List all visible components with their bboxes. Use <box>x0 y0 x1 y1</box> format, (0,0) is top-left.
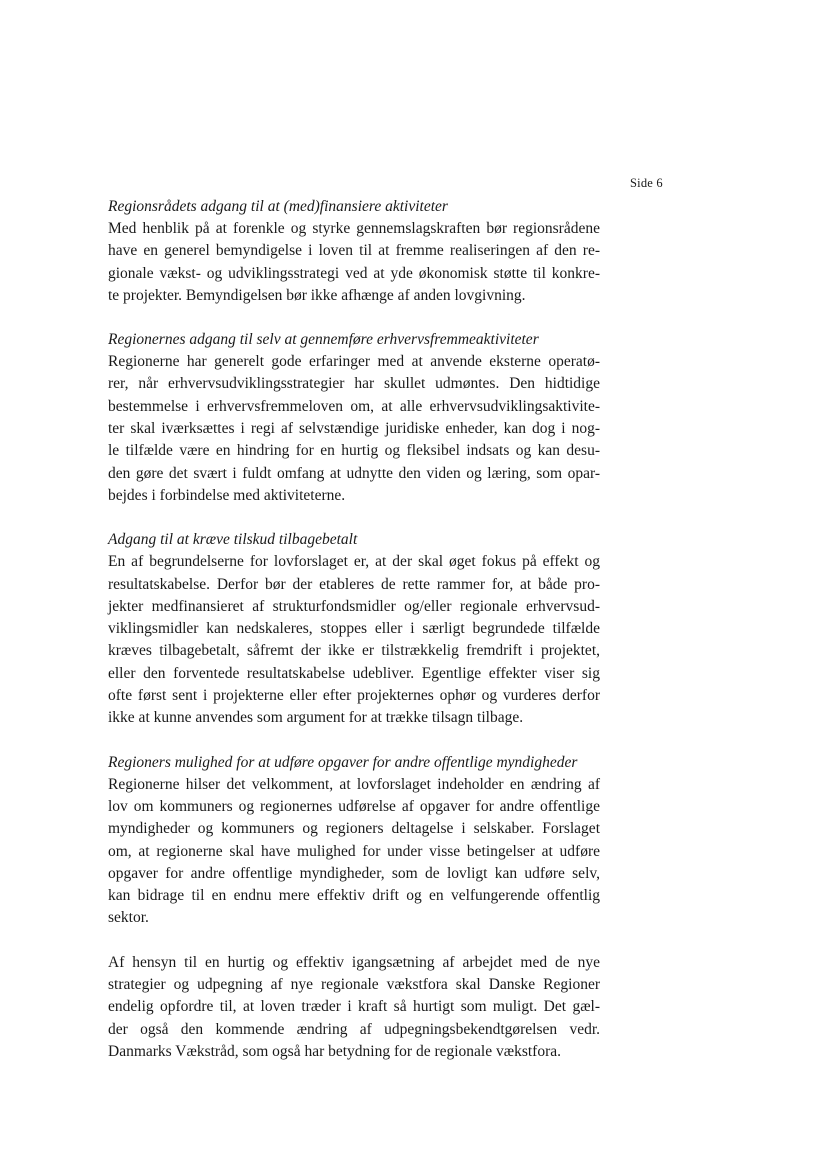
paragraph-line: te projekter. Bemyndigelsen bør ikke afhænge af anden lovgivning. <box>108 286 526 304</box>
page-number <box>630 176 663 191</box>
section-paragraph <box>108 218 600 307</box>
section-paragraph <box>108 952 600 1063</box>
paragraph-line: strategier og udpegning af nye regionale vækstfora skal Danske Regioner <box>108 976 600 994</box>
paragraph-line: Af hensyn til en hurtig og effektiv igangsætning af arbejdet med de nye <box>108 953 600 971</box>
paragraph-line: sektor. <box>108 909 149 927</box>
paragraph-line: have en generel bemyndigelse i loven til at fremme realiseringen af den re- <box>108 242 600 260</box>
paragraph-line: resultatskabelse. Derfor bør der etableres de rette rammer for, at både pro- <box>108 575 600 593</box>
paragraph-line: opgaver for andre offentlige myndigheder, som de lovligt kan udføre selv, <box>108 864 600 882</box>
paragraph-line: ofte først sent i projekterne eller efter projekternes ophør og vurderes derfor <box>108 687 600 705</box>
page-number-value: 6 <box>656 176 663 190</box>
section-heading: Adgang til at kræve tilskud tilbagebetalt <box>108 531 358 549</box>
section-paragraph <box>108 774 600 930</box>
paragraph-line: der også den kommende ændring af udpegningsbekendtgørelsen vedr. <box>108 1020 600 1038</box>
paragraph-line: endelig opfordre til, at loven træder i kraft så hurtigt som muligt. Det gæl- <box>108 998 600 1016</box>
section-heading: Regionsrådets adgang til at (med)finansiere aktiviteter <box>108 198 448 215</box>
paragraph-line: myndigheder og kommuners og regioners deltagelse i selskaber. Forslaget <box>108 820 600 838</box>
paragraph-line: Danmarks Vækstråd, som også har betydning for de regionale vækstfora. <box>108 1042 561 1060</box>
paragraph-line: Med henblik på at forenkle og styrke gennemslagskraften bør regionsrådene <box>108 220 600 237</box>
paragraph-line: lov om kommuners og regionernes udførelse af opgaver for andre offentlige <box>108 797 600 815</box>
section-heading: Regionernes adgang til selv at gennemføre erhvervsfremmeaktiviteter <box>108 331 539 349</box>
paragraph-line: ter skal iværksættes i regi af selvstændige juridiske enheder, kan dog i nog- <box>108 420 600 438</box>
paragraph-line: bejdes i forbindelse med aktiviteterne. <box>108 486 346 504</box>
document-body <box>108 196 600 1085</box>
paragraph-line: jekter medfinansieret af strukturfondsmidler og/eller regionale erhvervsud- <box>108 597 600 615</box>
paragraph-line: rer, når erhvervsudviklingsstrategier har skullet udmøntes. Den hidtidige <box>108 375 600 393</box>
section-paragraph <box>108 351 600 507</box>
paragraph-line: En af begrundelserne for lovforslaget er, at der skal øget fokus på effekt og <box>108 553 600 571</box>
section-regionsraadets-adgang <box>108 196 600 307</box>
paragraph-line: gionale vækst- og udviklingsstrategi ved at yde økonomisk støtte til konkre- <box>108 264 600 282</box>
paragraph-line: kan bidrage til en endnu mere effektiv drift og en velfungerende offentlig <box>108 887 600 905</box>
paragraph-line: ikke at kunne anvendes som argument for at trække tilsagn tilbage. <box>108 709 524 727</box>
paragraph-line: bestemmelse i erhvervsfremmeloven om, at alle erhvervsudviklingsaktivite- <box>108 397 600 415</box>
section-paragraph <box>108 551 600 729</box>
paragraph-line: viklingsmidler kan nedskaleres, stoppes eller i særligt begrundede tilfælde <box>108 620 600 638</box>
section-tilbagebetaling <box>108 529 600 729</box>
paragraph-line: kræves tilbagebetalt, såfremt der ikke er tilstrækkelig fremdrift i projektet, <box>108 642 600 660</box>
paragraph-line: eller den forventede resultatskabelse udebliver. Egentlige effekter viser sig <box>108 664 600 682</box>
section-regionernes-adgang <box>108 329 600 507</box>
section-opgaver-for-myndigheder <box>108 752 600 930</box>
paragraph-line: den gøre det svært i fuldt omfang at udnytte den viden og læring, som opar- <box>108 464 600 482</box>
paragraph-line: om, at regionerne skal have mulighed for under visse betingelser at udføre <box>108 842 600 860</box>
page-number-label: Side <box>630 176 654 190</box>
section-heading: Regioners mulighed for at udføre opgaver for andre offentlige myndigheder <box>108 753 578 771</box>
paragraph-line: le tilfælde være en hindring for en hurtig og fleksibel indsats og kan desu- <box>108 442 600 460</box>
paragraph-line: Regionerne hilser det velkomment, at lovforslaget indeholder en ændring af <box>108 775 600 793</box>
paragraph-line: Regionerne har generelt gode erfaringer med at anvende eksterne operatø- <box>108 353 600 371</box>
section-ikrafttraedelse <box>108 952 600 1063</box>
